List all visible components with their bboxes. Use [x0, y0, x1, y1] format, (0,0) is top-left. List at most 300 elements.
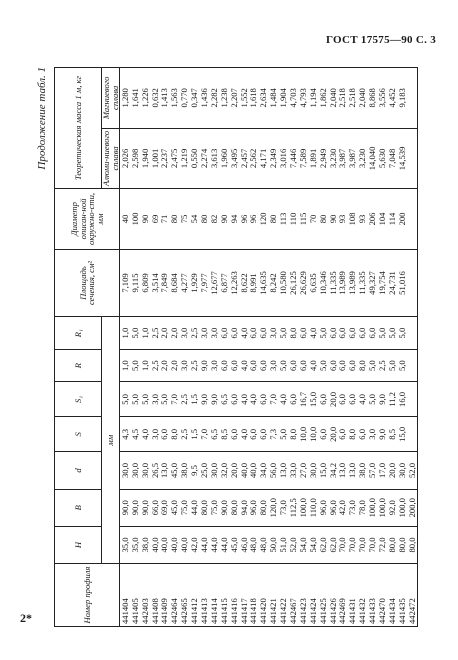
cell-b: 112,5 [288, 489, 298, 526]
cell-profile: 442472 [407, 564, 417, 627]
cell-r: 4,0 [239, 349, 249, 382]
cell-d: 30,0 [397, 452, 407, 489]
cell-profile: 442403 [140, 564, 150, 627]
cell-h: 44,0 [219, 526, 229, 563]
cell-diameter: 120 [259, 189, 269, 250]
cell-r: 3,0 [180, 349, 190, 382]
cell-r1: 6,0 [229, 317, 239, 350]
cell-mass-mg: 4,793 [298, 68, 308, 129]
cell-area: 6,635 [308, 249, 318, 317]
cell-s1: 16,7 [298, 382, 308, 417]
cell-mass-al: 0,550 [189, 128, 199, 189]
header-mass-aluminium: Алюми-ниевого сплава [102, 128, 120, 189]
cell-h: 40,0 [180, 526, 190, 563]
cell-s: 9,0 [377, 417, 387, 452]
cell-mass-al: 3,495 [229, 128, 239, 189]
cell-b: 100,0 [397, 489, 407, 526]
cell-area: 24,731 [387, 249, 397, 317]
cell-r1: 4,0 [239, 317, 249, 350]
cell-mass-al: 2,949 [318, 128, 328, 189]
cell-area: 7,977 [199, 249, 209, 317]
cell-area: 49,327 [367, 249, 377, 317]
cell-s: 3,0 [367, 417, 377, 452]
cell-area: 6,877 [219, 249, 229, 317]
cell-r1: 2,0 [170, 317, 180, 350]
cell-s1: 5,0 [160, 382, 170, 417]
cell-r: 6,0 [259, 349, 269, 382]
cell-s1: 9,0 [377, 382, 387, 417]
cell-h: 38,0 [140, 526, 150, 563]
cell-b: 200,0 [407, 489, 417, 526]
cell-r: 5,0 [397, 349, 407, 382]
cell-h: 51,0 [278, 526, 288, 563]
cell-profile: 441424 [308, 564, 318, 627]
cell-profile: 441426 [328, 564, 338, 627]
cell-r: 6,0 [249, 349, 259, 382]
cell-profile: 442465 [180, 564, 190, 627]
cell-profile: 441413 [199, 564, 209, 627]
cell-mass-mg: 4,452 [387, 68, 397, 129]
cell-r1: 6,0 [367, 317, 377, 350]
cell-area: 6,809 [140, 249, 150, 317]
cell-b: 80,0 [229, 489, 239, 526]
cell-d: 40,0 [249, 452, 259, 489]
cell-b: 44,0 [189, 489, 199, 526]
cell-d: 26,5 [150, 452, 160, 489]
cell-h: 40,0 [170, 526, 180, 563]
table-row [120, 68, 130, 627]
cell-d: 15,0 [318, 452, 328, 489]
cell-profile: 441404 [120, 564, 130, 627]
cell-mass-mg: 2,282 [209, 68, 219, 129]
cell-d: 38,0 [180, 452, 190, 489]
cell-r: 5,0 [367, 349, 377, 382]
cell-r: 2,0 [160, 349, 170, 382]
cell-s1: 6,0 [288, 382, 298, 417]
header-unit-mm: мм [102, 317, 120, 564]
cell-h: 54,0 [298, 526, 308, 563]
cell-mass-mg: 3,556 [377, 68, 387, 129]
cell-diameter: 80 [269, 189, 279, 250]
cell-s: 4,0 [140, 417, 150, 452]
cell-mass-al: 7,589 [298, 128, 308, 189]
cell-area: 11,335 [328, 249, 338, 317]
cell-h: 35,0 [120, 526, 130, 563]
cell-area: 4,277 [180, 249, 190, 317]
cell-mass-al: 1,960 [219, 128, 229, 189]
cell-diameter: 90 [219, 189, 229, 250]
cell-d: 56,0 [269, 452, 279, 489]
cell-mass-al: 2,598 [130, 128, 140, 189]
cell-h: 44,0 [199, 526, 209, 563]
cell-profile: 441435 [397, 564, 407, 627]
rotated-table-block [36, 67, 426, 627]
cell-diameter: 75 [180, 189, 190, 250]
cell-area: 13,989 [348, 249, 358, 317]
cell-area: 8,991 [249, 249, 259, 317]
cell-s1: 4,0 [239, 382, 249, 417]
cell-d: 38,0 [358, 452, 368, 489]
cell-h: 70,0 [348, 526, 358, 563]
cell-mass-mg: 1,552 [239, 68, 249, 129]
cell-area: 3,514 [150, 249, 160, 317]
cell-s1: 5,0 [367, 382, 377, 417]
cell-s: 6,0 [259, 417, 269, 452]
cell-b: 96,0 [249, 489, 259, 526]
cell-h: 70,0 [338, 526, 348, 563]
cell-diameter: 93 [338, 189, 348, 250]
table-row [170, 68, 180, 627]
cell-h: 48,0 [259, 526, 269, 563]
cell-r: 1,0 [120, 349, 130, 382]
table-row [140, 68, 150, 627]
cell-r: 6,0 [219, 349, 229, 382]
cell-b: 73,0 [348, 489, 358, 526]
cell-b: 75,0 [180, 489, 190, 526]
cell-mass-al: 3,613 [209, 128, 219, 189]
cell-s: 6,0 [160, 417, 170, 452]
cell-profile: 441415 [219, 564, 229, 627]
table-row [298, 68, 308, 627]
cell-r1: 6,0 [358, 317, 368, 350]
cell-profile: 441420 [259, 564, 269, 627]
cell-d: 20,0 [387, 452, 397, 489]
table-row [219, 68, 229, 627]
cell-r1: 3,0 [199, 317, 209, 350]
cell-mass-al: 3,987 [348, 128, 358, 189]
cell-d: 30,0 [120, 452, 130, 489]
cell-mass-mg: 2,634 [259, 68, 269, 129]
table-row [180, 68, 190, 627]
cell-r1: 5,0 [130, 317, 140, 350]
cell-r: 6,0 [288, 349, 298, 382]
cell-mass-al: 4,171 [259, 128, 269, 189]
cell-s: 8,0 [288, 417, 298, 452]
cell-b: 96,0 [318, 489, 328, 526]
cell-b: 75,0 [209, 489, 219, 526]
cell-r1: 6,0 [249, 317, 259, 350]
cell-profile: 442464 [170, 564, 180, 627]
cell-s: 15,0 [397, 417, 407, 452]
cell-r: 2,5 [377, 349, 387, 382]
cell-mass-mg: 2,518 [348, 68, 358, 129]
cell-profile: 441433 [367, 564, 377, 627]
cell-s1: 9,0 [209, 382, 219, 417]
cell-r: 3,0 [269, 349, 279, 382]
cell-r1: 2,5 [150, 317, 160, 350]
cell-b: 90,0 [219, 489, 229, 526]
table-row [239, 68, 249, 627]
cell-s: 1,5 [189, 417, 199, 452]
cell-profile: 441414 [209, 564, 219, 627]
cell-mass-al: 1,001 [150, 128, 160, 189]
cell-s: 10,0 [298, 417, 308, 452]
cell-s1: 6,0 [338, 382, 348, 417]
cell-r1: 3,0 [180, 317, 190, 350]
cell-s: 8,0 [170, 417, 180, 452]
page-header: ГОСТ 17575—90 С. 3 [325, 34, 436, 46]
header-r1: R₁ [55, 317, 102, 350]
cell-mass-al: 2,026 [120, 128, 130, 189]
cell-r1: 6,0 [219, 317, 229, 350]
table-row [199, 68, 209, 627]
cell-r: 6,0 [229, 349, 239, 382]
cell-area: 8,684 [170, 249, 180, 317]
cell-h: 44,0 [209, 526, 219, 563]
cell-area: 10,346 [318, 249, 328, 317]
cell-r: 6,0 [348, 349, 358, 382]
cell-profile: 441408 [150, 564, 160, 627]
cell-b: 66,0 [150, 489, 160, 526]
cell-r1: 5,0 [377, 317, 387, 350]
table-row [249, 68, 259, 627]
cell-diameter: 115 [298, 189, 308, 250]
cell-r1: 6,0 [298, 317, 308, 350]
cell-mass-mg: 0,632 [150, 68, 160, 129]
cell-mass-al: 14,040 [367, 128, 377, 189]
cell-r1: 2,0 [160, 317, 170, 350]
cell-profile: 442470 [377, 564, 387, 627]
cell-diameter: 104 [377, 189, 387, 250]
page-number: 2* [20, 611, 32, 625]
cell-diameter: 200 [397, 189, 407, 250]
cell-profile: 441432 [358, 564, 368, 627]
cell-s1: 4,0 [278, 382, 288, 417]
cell-s1: 11,2 [387, 382, 397, 417]
cell-mass-al: 1,891 [308, 128, 318, 189]
cell-h: 52,0 [288, 526, 298, 563]
cell-b: 42,0 [338, 489, 348, 526]
cell-h: 45,0 [229, 526, 239, 563]
table-row [160, 68, 170, 627]
cell-mass-al: 3,987 [338, 128, 348, 189]
cell-diameter: 94 [229, 189, 239, 250]
table-row [348, 68, 358, 627]
cell-mass-mg: 1,904 [278, 68, 288, 129]
cell-r1: 3,0 [209, 317, 219, 350]
cell-b: 69,0 [160, 489, 170, 526]
table-row [367, 68, 377, 627]
cell-mass-mg: 1,641 [130, 68, 140, 129]
table-row [269, 68, 279, 627]
cell-mass-al: 7,048 [387, 128, 397, 189]
cell-mass-al: 3,230 [328, 128, 338, 189]
header-s1: S₁ [55, 382, 102, 417]
cell-b: 92,0 [387, 489, 397, 526]
cell-d: 13,0 [348, 452, 358, 489]
cell-s: 10,0 [308, 417, 318, 452]
cell-b: 90,0 [140, 489, 150, 526]
table-row [229, 68, 239, 627]
cell-diameter: 113 [278, 189, 288, 250]
cell-b: 73,0 [278, 489, 288, 526]
table-row [278, 68, 288, 627]
cell-h: 72,0 [377, 526, 387, 563]
cell-s1: 5,0 [120, 382, 130, 417]
cell-r: 6,0 [298, 349, 308, 382]
cell-mass-mg: 2,518 [338, 68, 348, 129]
cell-diameter: 90 [328, 189, 338, 250]
cell-s: 6,0 [358, 417, 368, 452]
cell-d: 40,0 [239, 452, 249, 489]
cell-diameter: 70 [308, 189, 318, 250]
table-continuation-label: Продолжение табл. 1 [36, 67, 48, 170]
cell-s: 7,0 [199, 417, 209, 452]
cell-d: 9,5 [189, 452, 199, 489]
cell-mass-al: 2,562 [249, 128, 259, 189]
cell-profile: 441431 [348, 564, 358, 627]
cell-area: 8,242 [269, 249, 279, 317]
cell-area: 11,335 [358, 249, 368, 317]
cell-area: 9,115 [130, 249, 140, 317]
cell-d: 32,0 [219, 452, 229, 489]
cell-r [407, 349, 417, 382]
table-row [209, 68, 219, 627]
cell-r1: 2,5 [189, 317, 199, 350]
table-row [328, 68, 338, 627]
table-row [318, 68, 328, 627]
cell-diameter: 80 [318, 189, 328, 250]
cell-h: 35,0 [130, 526, 140, 563]
cell-mass-mg: 0,770 [180, 68, 190, 129]
cell-area: 1,929 [189, 249, 199, 317]
table-row [397, 68, 407, 627]
cell-r: 6,0 [328, 349, 338, 382]
cell-area: 13,989 [338, 249, 348, 317]
cell-d: 34,2 [328, 452, 338, 489]
cell-s: 7,3 [269, 417, 279, 452]
cell-r1: 6,0 [348, 317, 358, 350]
table-row [338, 68, 348, 627]
cell-r1: 1,0 [120, 317, 130, 350]
cell-diameter [407, 189, 417, 250]
cell-s [407, 417, 417, 452]
profile-table [54, 67, 418, 627]
cell-diameter: 82 [209, 189, 219, 250]
cell-diameter: 114 [387, 189, 397, 250]
cell-s1: 6,5 [219, 382, 229, 417]
table-row [189, 68, 199, 627]
header-mass-magnesium: Магниевого сплава [102, 68, 120, 129]
cell-d: 27,0 [298, 452, 308, 489]
cell-s1: 4,0 [249, 382, 259, 417]
cell-s1: 5,0 [130, 382, 140, 417]
cell-area [407, 249, 417, 317]
cell-diameter: 71 [160, 189, 170, 250]
cell-r: 5,0 [387, 349, 397, 382]
cell-profile: 441409 [160, 564, 170, 627]
cell-b: 100,0 [298, 489, 308, 526]
cell-b: 120,0 [269, 489, 279, 526]
cell-s: 6,0 [249, 417, 259, 452]
cell-d: 45,0 [170, 452, 180, 489]
cell-mass-al: 2,237 [160, 128, 170, 189]
cell-area: 51,016 [397, 249, 407, 317]
cell-h: 70,0 [358, 526, 368, 563]
cell-s1: 1,5 [189, 382, 199, 417]
cell-d: 17,0 [377, 452, 387, 489]
cell-mass-mg: 1,484 [269, 68, 279, 129]
cell-mass-al: 3,016 [278, 128, 288, 189]
cell-b: 96,0 [328, 489, 338, 526]
header-area: Площадь сечения, см² [55, 249, 120, 317]
cell-r: 5,0 [130, 349, 140, 382]
cell-area: 7,109 [120, 249, 130, 317]
cell-d: 33,0 [288, 452, 298, 489]
cell-area: 19,754 [377, 249, 387, 317]
cell-s1: 9,0 [199, 382, 209, 417]
cell-d: 52,0 [407, 452, 417, 489]
cell-b: 90,0 [120, 489, 130, 526]
cell-profile: 442469 [338, 564, 348, 627]
cell-mass-mg: 1,280 [120, 68, 130, 129]
header-d: d [55, 452, 102, 489]
cell-r1: 5,0 [278, 317, 288, 350]
cell-d: 30,0 [209, 452, 219, 489]
cell-s1: 20,0 [328, 382, 338, 417]
cell-h: 50,0 [269, 526, 279, 563]
cell-s: 8,0 [348, 417, 358, 452]
cell-s: 4,5 [130, 417, 140, 452]
cell-d: 25,0 [199, 452, 209, 489]
cell-mass-al: 2,274 [199, 128, 209, 189]
cell-d: 30,0 [140, 452, 150, 489]
table-row [130, 68, 140, 627]
cell-diameter: 54 [189, 189, 199, 250]
cell-mass-al: 2,457 [239, 128, 249, 189]
cell-profile: 441412 [189, 564, 199, 627]
cell-r: 5,0 [278, 349, 288, 382]
cell-r1 [407, 317, 417, 350]
cell-h: 54,0 [308, 526, 318, 563]
cell-r1: 5,0 [397, 317, 407, 350]
cell-diameter: 93 [358, 189, 368, 250]
cell-profile: 441422 [278, 564, 288, 627]
cell-s: 6,5 [209, 417, 219, 452]
header-h: H [55, 526, 102, 563]
cell-diameter: 108 [348, 189, 358, 250]
cell-profile: 441417 [239, 564, 249, 627]
cell-s: 3,0 [150, 417, 160, 452]
cell-area: 14,635 [259, 249, 269, 317]
cell-r: 3,0 [209, 349, 219, 382]
cell-d: 13,0 [278, 452, 288, 489]
cell-h: 80,0 [387, 526, 397, 563]
cell-mass-al [407, 128, 417, 189]
cell-s1: 2,5 [180, 382, 190, 417]
cell-b: 45,0 [170, 489, 180, 526]
header-b: B [55, 489, 102, 526]
cell-mass-mg: 1,238 [219, 68, 229, 129]
cell-r: 8,0 [358, 349, 368, 382]
cell-profile: 441421 [269, 564, 279, 627]
cell-r1: 6,0 [259, 317, 269, 350]
cell-b: 80,0 [259, 489, 269, 526]
cell-r1: 3,0 [269, 317, 279, 350]
cell-b: 110,0 [308, 489, 318, 526]
cell-h: 80,0 [407, 526, 417, 563]
cell-area: 7,849 [160, 249, 170, 317]
cell-area: 10,580 [278, 249, 288, 317]
cell-r1: 5,0 [387, 317, 397, 350]
cell-mass-al: 1,940 [140, 128, 150, 189]
table-row [150, 68, 160, 627]
cell-b: 90,0 [130, 489, 140, 526]
cell-mass-mg: 2,040 [328, 68, 338, 129]
cell-diameter: 110 [288, 189, 298, 250]
cell-r: 4,0 [308, 349, 318, 382]
cell-s: 6,0 [318, 417, 328, 452]
